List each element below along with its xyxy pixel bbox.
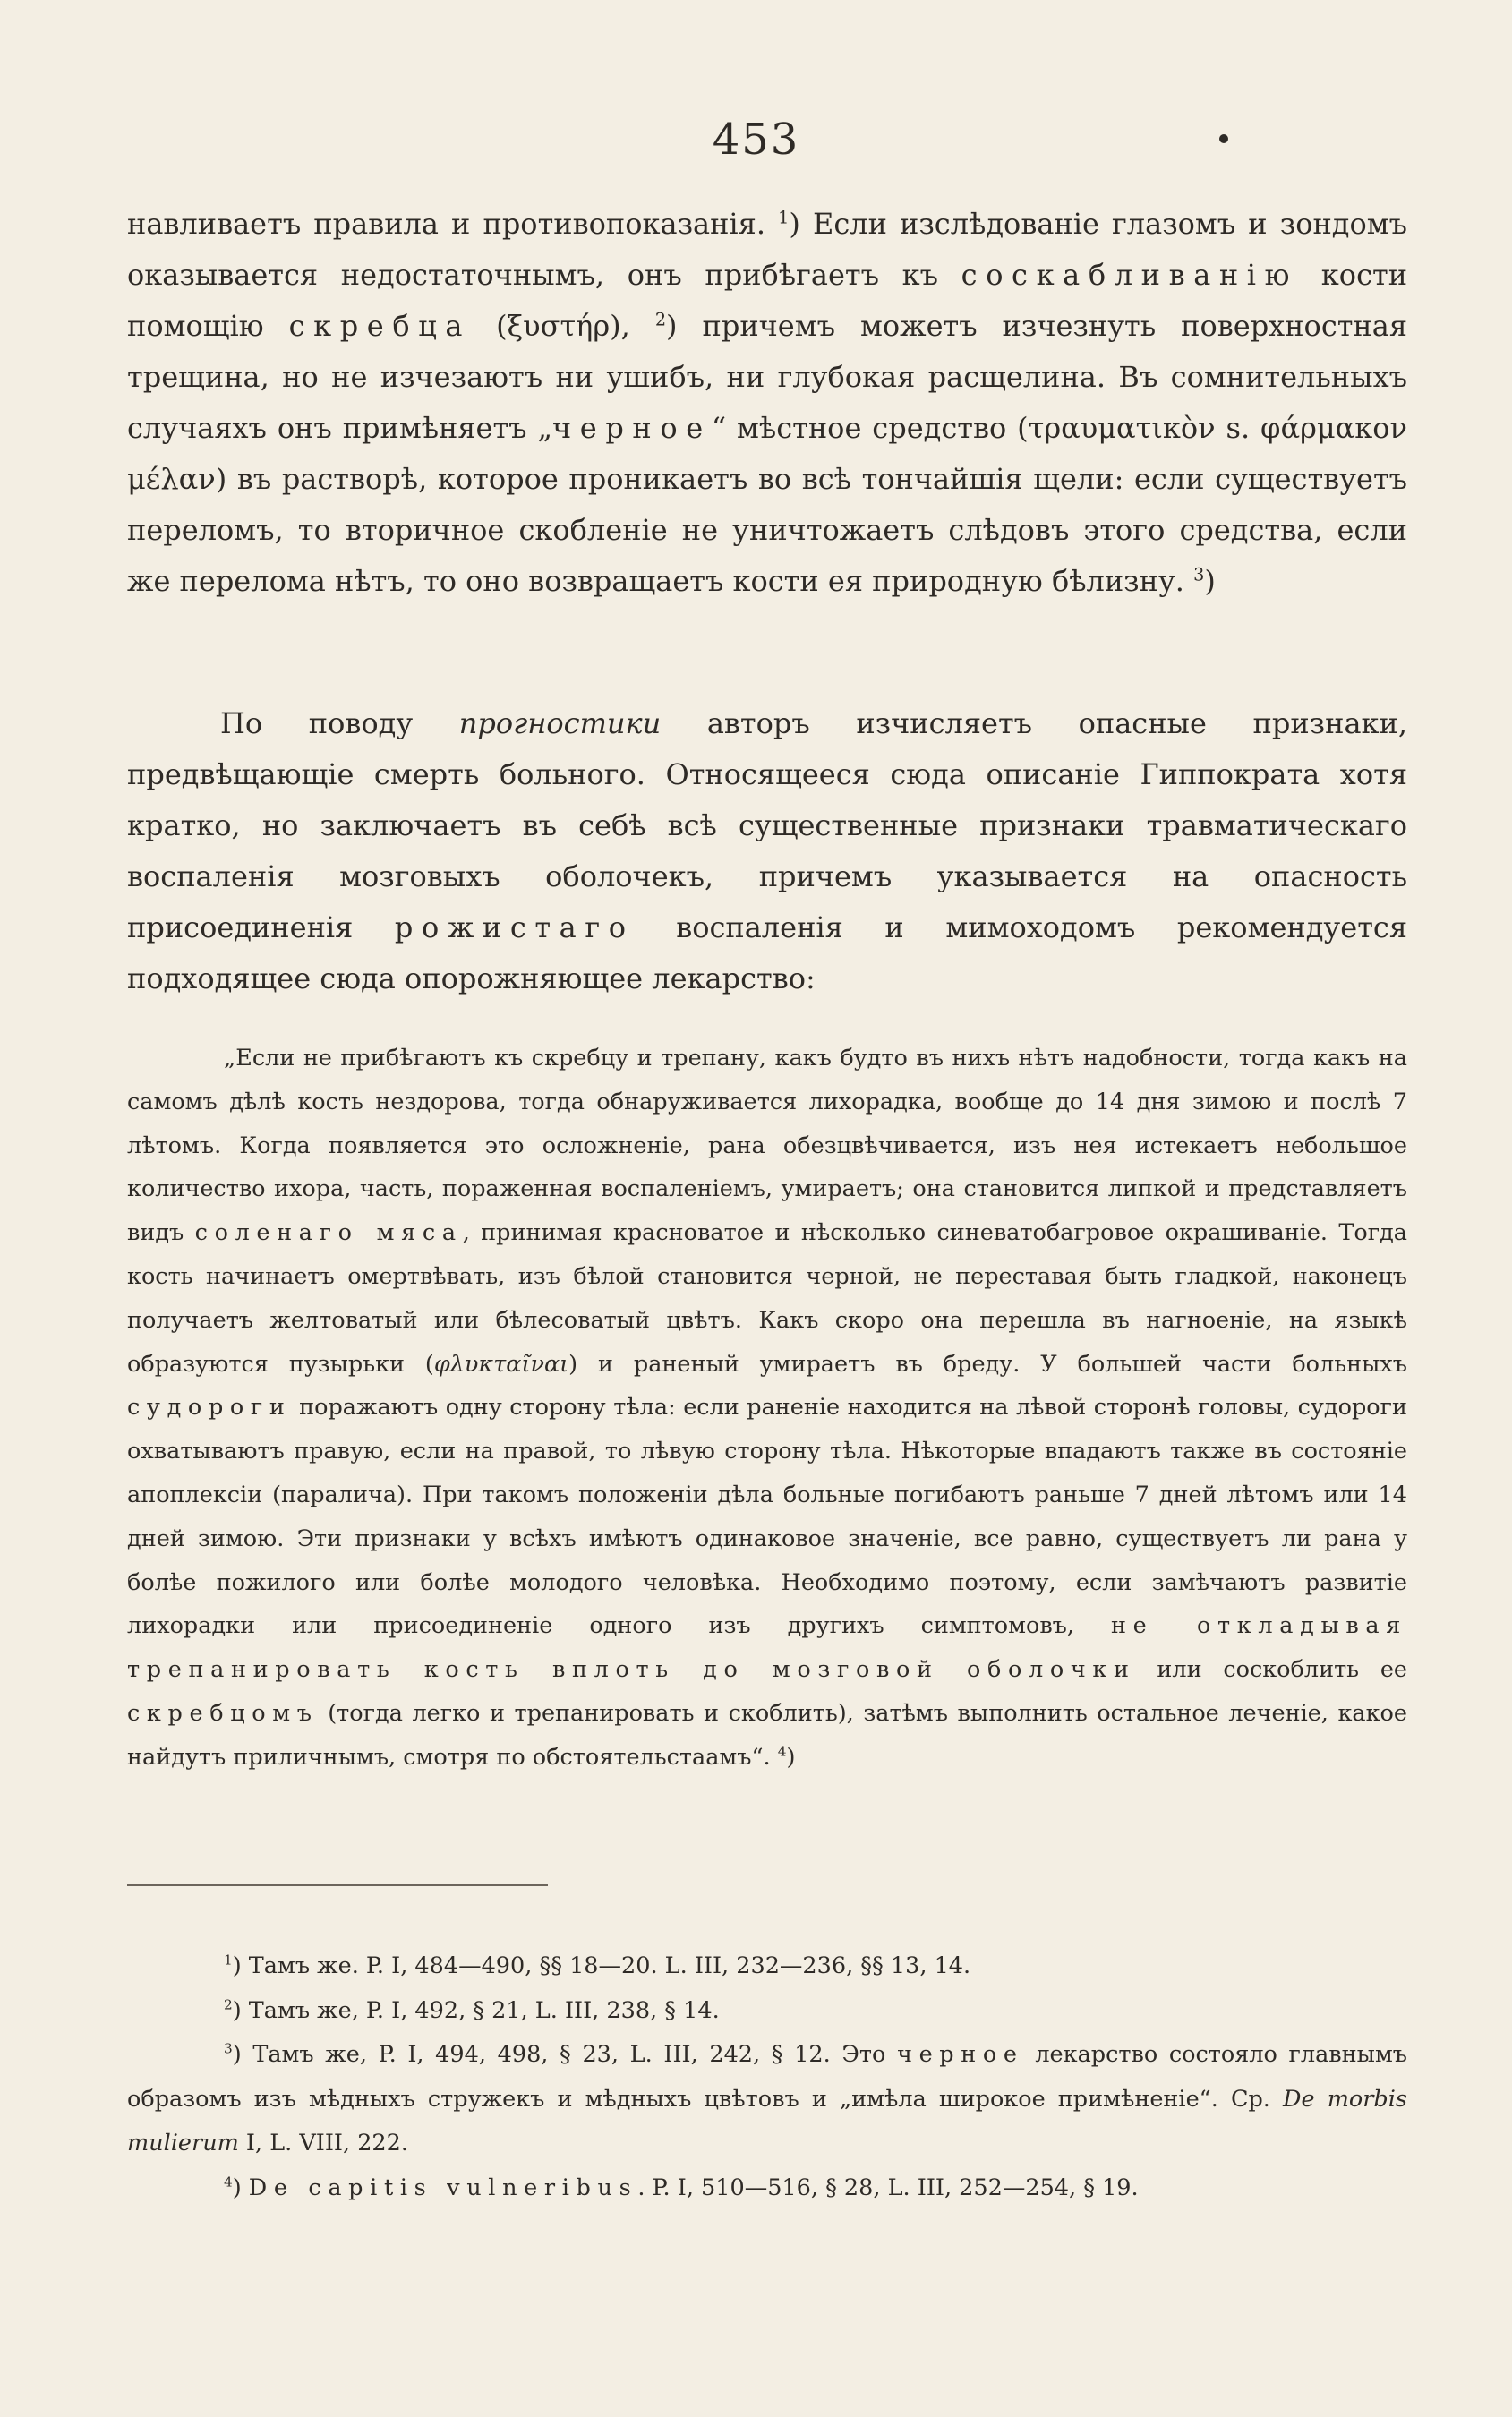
footnote-ref-2: 2 — [654, 309, 667, 330]
italic-title: De morbis mulierum — [127, 2085, 1407, 2157]
footnote-text: ) Тамъ же, P. I, 494, 498, § 23, L. III, 242, § 12. Это — [232, 2041, 886, 2068]
spaced-term: скребцомъ — [127, 1699, 319, 1727]
spaced-title: De capitis vulneribus — [248, 2174, 638, 2201]
text: По поводу — [220, 706, 414, 740]
text: ) — [786, 1743, 796, 1771]
greek-term: (ξυστήρ), — [496, 309, 630, 343]
spaced-term: скребца — [288, 309, 472, 343]
footnote-ref-3: 3 — [1193, 564, 1205, 585]
footnotes — [127, 1944, 1407, 2210]
spaced-term: черное — [552, 411, 712, 445]
footnote-mark: 3 — [224, 2040, 233, 2057]
footnote-3 — [127, 2033, 1407, 2166]
footnote-mark: 4 — [224, 2174, 233, 2190]
text: авторъ изчисляетъ опасные признаки, предвѣщающіе смерть больного. Относящееся сюда описаніе Гиппократа хотя кратко, но заключаетъ въ себѣ всѣ существенные признаки травматическаго воспаленія мозговыхъ оболочекъ, причемъ указывается на опасность присоединенія — [127, 706, 1408, 944]
footnote-2 — [127, 1989, 1407, 2034]
page-number: 453 — [712, 115, 800, 165]
footnote-text: I, L. VIII, 222. — [245, 2130, 408, 2157]
paragraph-prognostics — [127, 698, 1407, 1004]
spaced-term: черное — [897, 2041, 1024, 2068]
text: ) причемъ можетъ изчезнуть поверхностная трещина, но не изчезаютъ ни ушибъ, ни глубокая расщелина. Въ сомнительныхъ случаяхъ онъ примѣняетъ „ — [127, 309, 1408, 445]
footnote-ref-4: 4 — [777, 1743, 787, 1760]
text: ) — [1204, 564, 1216, 598]
spaced-term: рожистаго — [394, 910, 635, 944]
text: или соскоблить ее — [1157, 1656, 1407, 1684]
text: (тогда легко и трепанировать и скоблить), затѣмъ выполнить остальное леченіе, какое найдутъ приличнымъ, смотря по обстоятельстаамъ“. — [127, 1699, 1408, 1771]
text: кости помощію — [127, 258, 1408, 343]
footnote-text: ) Тамъ же, P. I, 492, § 21, L. III, 238, § 14. — [232, 1996, 720, 2024]
spaced-term: не откладывая трепанировать кость вплоть до мозговой оболочки — [127, 1612, 1407, 1684]
footnote-text: ) Тамъ же. P. I, 484—490, §§ 18—20. L. III, 232—236, §§ 13, 14. — [232, 1952, 971, 1979]
footnote-1 — [127, 1944, 1407, 1989]
hippocrates-quote — [127, 1037, 1407, 1780]
footnote-text: ) — [232, 2174, 242, 2201]
italic-term: прогностики — [458, 706, 662, 740]
text: “ мѣстное средство (τραυματικὸν s. φάρμακον μέλαν) въ растворѣ, которое проникаетъ во всѣ тончайшія щели: если существуетъ переломъ, то вторичное скобленіе не уничтожаетъ слѣдовъ этого средства, если же перелома нѣтъ, то оно возвращаетъ кости ея природную бѣлизну. — [127, 411, 1408, 598]
spaced-term: соленаго мяса — [194, 1219, 463, 1247]
spaced-term: соскабливанію — [961, 258, 1299, 292]
text: , принимая красноватое и нѣсколько синеватобагровое окрашиваніе. Тогда кость начинаетъ омертвѣвать, изъ бѣлой становится черной, не переставая быть гладкой, наконецъ получаетъ желтоватый или бѣлесоватый цвѣтъ. Какъ скоро она перешла въ нагноеніе, на языкѣ образуются пузырьки ( — [127, 1219, 1408, 1378]
text: „Если не прибѣгаютъ къ скребцу и трепану, какъ будто въ нихъ нѣтъ надобности, тогда какъ на самомъ дѣлѣ кость нездорова, тогда обнаруживается лихорадка, вообще до 14 дня зимою и послѣ 7 лѣтомъ. Когда появляется это осложненіе, рана обезцвѣчивается, изъ нея истекаетъ небольшое количество ихора, часть, пораженная воспаленіемъ, умираетъ; она становится липкой и представляетъ видъ — [127, 1045, 1407, 1247]
text: воспаленія и мимоходомъ рекомендуется подходящее сюда опорожняющее лекарство: — [127, 910, 1407, 995]
text: поражаютъ одну сторону тѣла: если раненіе находится на лѣвой сторонѣ головы, судороги охватываютъ правую, если на правой, то лѣвую сторону тѣла. Нѣкоторые впадаютъ также въ состояніе апоплексіи (паралича). При такомъ положеніи дѣла больные погибаютъ раньше 7 дней лѣтомъ или 14 дней зимою. Эти признаки у всѣхъ имѣютъ одинаковое значеніе, все равно, существуетъ ли рана у болѣе пожилого или болѣе молодого человѣка. Необходимо поэтому, если замѣчаютъ развитіе лихорадки или присоединеніе одного изъ другихъ симптомовъ, — [127, 1394, 1407, 1640]
footnote-mark: 1 — [224, 1952, 233, 1969]
text: ) Если изслѣдованіе глазомъ и зондомъ оказывается недостаточнымъ, онъ прибѣгаетъ къ — [127, 207, 1408, 292]
paragraph-trephination — [127, 199, 1407, 607]
footnote-divider — [127, 1884, 548, 1886]
footnote-4 — [127, 2166, 1407, 2211]
italic-term: φλυκταῖναι — [433, 1350, 569, 1378]
margin-dot-mark — [1219, 134, 1228, 143]
footnote-text: . P. I, 510—516, § 28, L. III, 252—254, § 19. — [637, 2174, 1139, 2201]
footnote-mark: 2 — [224, 1996, 233, 2012]
footnote-ref-1: 1 — [778, 207, 790, 228]
text: навливаетъ правила и противопоказанія. — [127, 207, 766, 241]
footnote-text: лекарство состояло главнымъ образомъ изъ мѣдныхъ стружекъ и мѣдныхъ цвѣтовъ и „имѣла широкое примѣненіе“. Ср. — [127, 2041, 1408, 2113]
spaced-term: судороги — [127, 1394, 292, 1422]
text: ) и раненый умираетъ въ бреду. У большей части больныхъ — [568, 1350, 1407, 1378]
